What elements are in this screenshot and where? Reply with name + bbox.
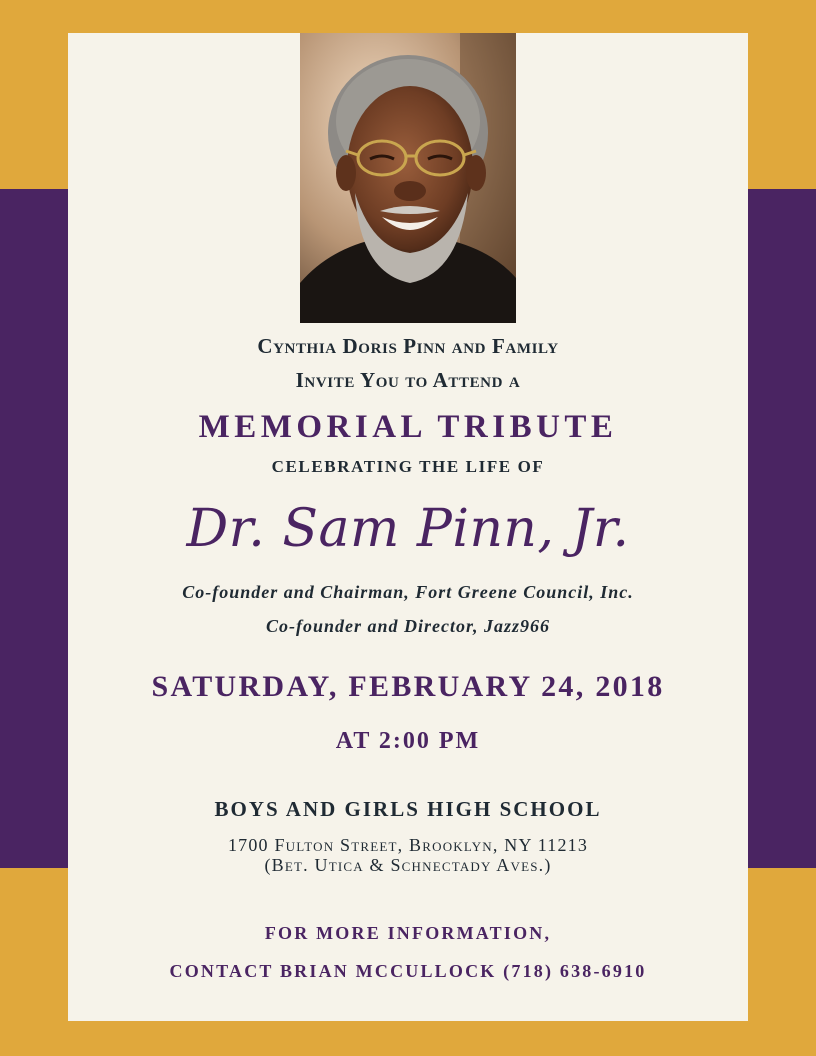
honoree-name: Dr. Sam Pinn, Jr. xyxy=(186,499,630,559)
event-subtitle: CELEBRATING THE LIFE OF xyxy=(271,457,545,476)
portrait-photo xyxy=(300,33,516,323)
contact-line-1: FOR MORE INFORMATION, xyxy=(264,923,552,943)
contact-line-2: CONTACT BRIAN MCCULLOCK (718) 638-6910 xyxy=(169,961,647,981)
event-time: AT 2:00 PM xyxy=(335,728,481,754)
event-date: SATURDAY, FEBRUARY 24, 2018 xyxy=(151,670,665,703)
venue-address-2: (Bet. Utica & Schnectady Aves.) xyxy=(264,855,552,875)
flyer-card xyxy=(68,33,748,1021)
venue-name: BOYS AND GIRLS HIGH SCHOOL xyxy=(214,797,602,821)
event-title: MEMORIAL TRIBUTE xyxy=(198,409,618,445)
honoree-role-1: Co-founder and Chairman, Fort Greene Council, Inc. xyxy=(182,582,634,602)
honoree-role-2: Co-founder and Director, Jazz966 xyxy=(265,616,551,636)
host-line-2: Invite You to Attend a xyxy=(295,368,521,392)
venue-address-1: 1700 Fulton Street, Brooklyn, NY 11213 xyxy=(227,835,589,855)
host-line-1: Cynthia Doris Pinn and Family xyxy=(257,334,559,358)
